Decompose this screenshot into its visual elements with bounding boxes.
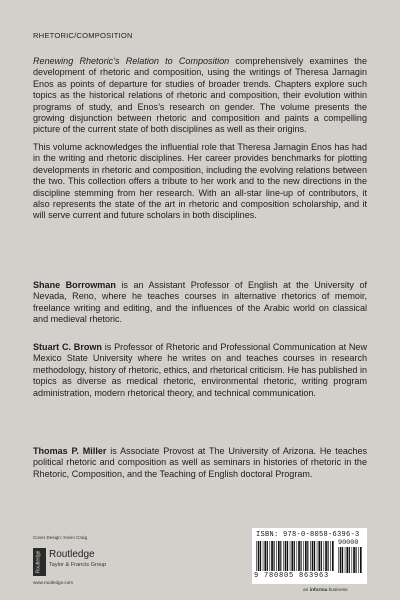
informa-suffix: business: [327, 588, 348, 593]
price-barcode-icon: [338, 547, 362, 573]
publisher-name: Routledge: [49, 549, 95, 560]
author-bio-text-3: is Associate Provost at The University of Arizona. He teaches political rhetoric and composition as well as seminars in histories of rhetoric in the Rhetoric, Composition, and the Teaching of English doctoral Program.: [33, 446, 367, 479]
author-bio-3: [33, 446, 367, 480]
barcode-bars-icon: [256, 541, 334, 571]
book-title: Renewing Rhetoric’s Relation to Composition: [33, 56, 230, 66]
logo-text: Routledge: [35, 550, 42, 574]
isbn-barcode: [252, 528, 367, 584]
barcode-digits: 9 780805 863963: [254, 572, 330, 580]
author-bio-text-2: is Professor of Rhetoric and Professional Communication at New Mexico State University where he writes on and teaches courses in research methodology, history of rhetoric, ethics, and rhetorical criticism. He has published in topics as diverse as medical rhetoric, environmental rhetoric, writing program administration, modern rhetorical theory, and technical communication.: [33, 342, 367, 398]
description-text-2: This volume acknowledges the influential role that Theresa Jarnagin Enos has had in the writing and rhetoric disciplines. Her career provides benchmarks for plotting developments in rhetoric and composition, including the evolving relations between the two. This collection offers a tribute to her work and to the new directions in the discipline stemming from her research. With an all-star line-up of contributors, it also represents the state of the art in rhetoric and composition scholarship, and it will serve current and future scholars in both disciplines.: [33, 142, 367, 221]
description-paragraph-1: [33, 56, 367, 136]
author-bio-text-1: is an Assistant Professor of English at the University of Nevada, Reno, where he teaches courses in alternative rhetorics of memoir, freelance writing and editing, and the influences of the Arabic world on classical and medieval rhetoric.: [33, 280, 367, 325]
author-bio-1: [33, 280, 367, 326]
cover-design-credit: Cover Design: Kevin Craig: [33, 535, 88, 540]
publisher-block: [33, 548, 143, 590]
category-label: RHETORIC/COMPOSITION: [33, 31, 133, 40]
author-name-1: Shane Borrowman: [33, 280, 116, 290]
author-bio-2: [33, 342, 367, 399]
author-name-3: Thomas P. Miller: [33, 446, 107, 456]
publisher-subtitle: Taylor & Francis Group: [49, 562, 107, 568]
author-name-2: Stuart C. Brown: [33, 342, 102, 352]
routledge-logo-icon: [33, 548, 46, 576]
price-code: 90000: [338, 539, 359, 547]
informa-prefix: an: [303, 588, 310, 593]
informa-tagline: [303, 588, 348, 593]
publisher-url: www.routledge.com: [33, 580, 74, 585]
informa-brand: informa: [309, 588, 328, 593]
description-text-1: comprehensively examines the development of rhetoric and composition, using the writings of Theresa Jarnagin Enos as points of departure for studies of broader trends. Chapters explore such topics as the historical relations of rhetoric and composition, their evolution within programs of study, and Enos’s research on gender. The volume presents the growing disjunction between rhetoric and composition and paints a compelling picture of the current state of both disciplines as well as their origins.: [33, 56, 367, 135]
isbn-label: ISBN: 978-0-8058-6396-3: [256, 531, 360, 539]
description-paragraph-2: [33, 142, 367, 222]
